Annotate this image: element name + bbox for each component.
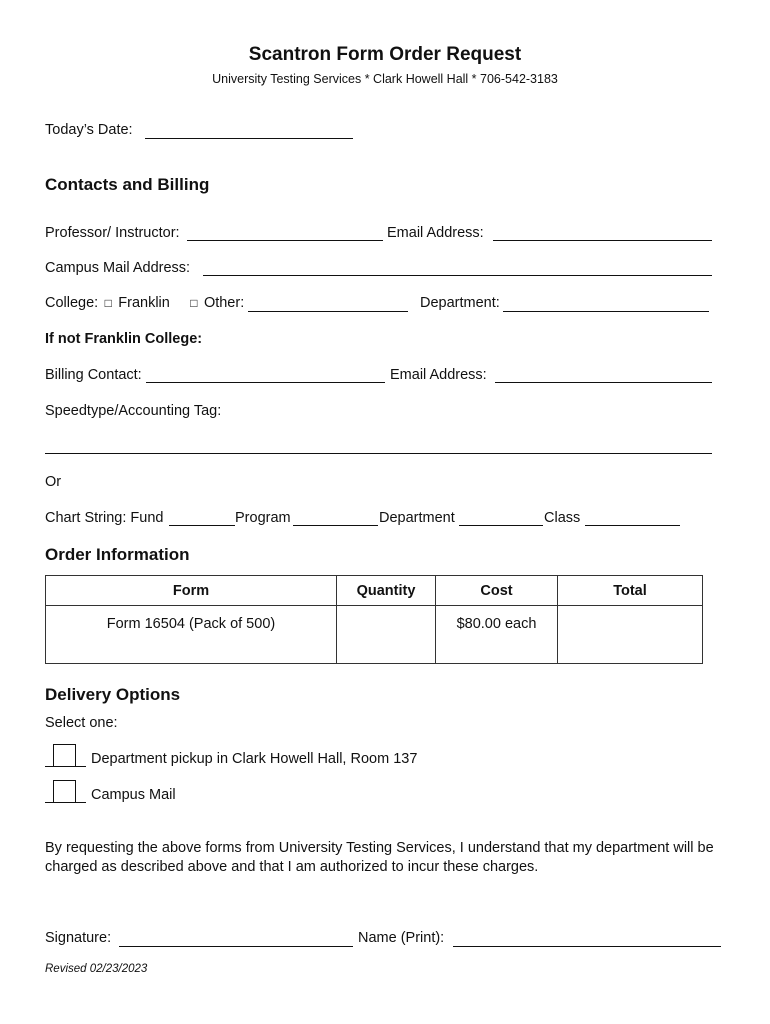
professor-email-label: Email Address: [387,225,484,241]
franklin-checkbox-icon[interactable]: □ [104,296,112,310]
order-table [45,575,703,664]
chart-department-label: Department [379,510,455,526]
cost-cell: $80.00 each [436,606,558,664]
class-label: Class [544,510,581,526]
signature-label: Signature: [45,930,112,946]
speedtype-label: Speedtype/Accounting Tag: [45,403,222,419]
chart-string-fund-label: Chart String: Fund [45,510,164,526]
pickup-checkbox-icon[interactable] [53,744,76,767]
speedtype-field[interactable] [45,453,712,454]
select-one-label: Select one: [45,715,118,731]
revised-date: Revised 02/23/2023 [45,963,148,975]
page-subtitle: University Testing Services * Clark Howell Hall * 706-542-3183 [212,72,558,86]
other-option-label: Other: [203,295,245,311]
total-cell[interactable] [558,606,703,664]
order-information-heading: Order Information [45,545,190,564]
todays-date-label: Today’s Date: [45,122,133,138]
department-label: Department: [420,295,500,311]
franklin-option-label: Franklin [118,295,170,311]
contacts-billing-heading: Contacts and Billing [45,175,210,194]
name-print-label: Name (Print): [358,930,445,946]
delivery-options-heading: Delivery Options [45,685,181,704]
fund-field[interactable] [169,525,235,526]
campus-mail-checkbox-icon[interactable] [53,780,76,803]
column-header-total: Total [558,576,703,606]
department-field[interactable] [503,311,709,312]
name-print-field[interactable] [453,946,721,947]
program-field[interactable] [293,525,378,526]
table-row [46,606,703,664]
college-row [45,295,244,311]
column-header-form: Form [46,576,337,606]
billing-email-label: Email Address: [390,367,487,383]
order-table-header-row [46,576,703,606]
college-label: College: [45,295,99,311]
billing-contact-field[interactable] [146,382,385,383]
professor-field[interactable] [187,240,383,241]
quantity-cell[interactable] [337,606,436,664]
campus-mail-label: Campus Mail Address: [45,260,191,276]
billing-email-field[interactable] [495,382,712,383]
pickup-option-label: Department pickup in Clark Howell Hall, Room 137 [91,751,418,767]
page-title: Scantron Form Order Request [248,44,522,65]
billing-contact-label: Billing Contact: [45,367,142,383]
column-header-quantity: Quantity [337,576,436,606]
professor-email-field[interactable] [493,240,712,241]
form-cell: Form 16504 (Pack of 500) [46,606,337,664]
or-label: Or [45,474,62,490]
signature-field[interactable] [119,946,353,947]
campus-mail-field[interactable] [203,275,712,276]
other-checkbox-icon[interactable]: □ [190,296,198,310]
agreement-text: By requesting the above forms from University Testing Services, I understand that my department will be charged as described above and that I am authorized to incur these charges. [45,840,714,875]
column-header-cost: Cost [436,576,558,606]
college-other-field[interactable] [248,311,408,312]
class-field[interactable] [585,525,680,526]
chart-department-field[interactable] [459,525,543,526]
todays-date-field[interactable] [145,138,353,139]
not-franklin-label: If not Franklin College: [45,331,203,347]
campus-mail-option-label: Campus Mail [91,787,176,803]
professor-label: Professor/ Instructor: [45,225,180,241]
program-label: Program [235,510,291,526]
